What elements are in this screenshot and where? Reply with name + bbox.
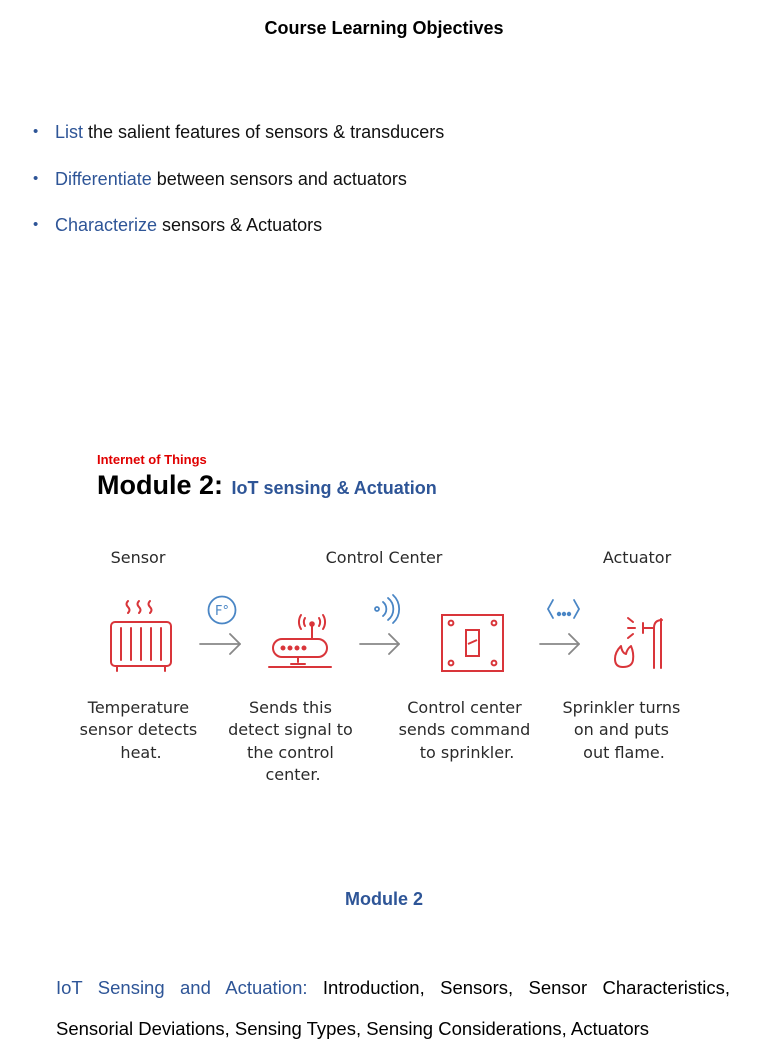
temperature-badge-icon bbox=[209, 597, 236, 624]
caption-line: Sends this bbox=[248, 698, 332, 717]
arrow-icon bbox=[360, 634, 399, 654]
caption-router bbox=[228, 698, 358, 784]
bullet-icon: • bbox=[33, 123, 39, 140]
caption-line: to sprinkler. bbox=[419, 743, 515, 762]
course-tag: Internet of Things bbox=[97, 452, 207, 467]
caption-line: detect signal to bbox=[228, 720, 353, 739]
objectives-list bbox=[33, 118, 444, 258]
page-title: Course Learning Objectives bbox=[264, 18, 504, 38]
caption-line: the control bbox=[247, 743, 334, 762]
module-heading bbox=[97, 470, 437, 501]
temperature-badge-label: F° bbox=[215, 604, 229, 619]
arrow-icon bbox=[200, 634, 240, 654]
module-topic: IoT sensing & Actuation bbox=[231, 478, 437, 498]
module-syllabus bbox=[56, 967, 730, 1049]
sensing-actuation-diagram bbox=[75, 540, 705, 800]
module-section-title: Module 2 bbox=[344, 889, 423, 909]
bullet-icon: • bbox=[33, 216, 39, 233]
caption-line: Sprinkler turns bbox=[562, 698, 681, 717]
caption-line: Control center bbox=[407, 698, 522, 717]
caption-line: Temperature bbox=[87, 698, 190, 717]
sprinkler-icon bbox=[615, 618, 662, 668]
caption-actuator bbox=[563, 698, 686, 762]
wireless-signal-icon bbox=[375, 595, 399, 623]
objective-text: between sensors and actuators bbox=[151, 168, 407, 189]
header-control-center: Control Center bbox=[325, 548, 443, 567]
header-actuator: Actuator bbox=[602, 548, 672, 567]
router-icon bbox=[269, 615, 331, 667]
caption-line: sensor detects bbox=[79, 720, 198, 739]
objective-verb: Characterize bbox=[55, 215, 158, 235]
caption-line: sends command bbox=[398, 720, 531, 739]
module-number: Module 2: bbox=[97, 470, 223, 500]
objective-item bbox=[33, 211, 444, 258]
header-sensor: Sensor bbox=[110, 548, 166, 567]
objective-text: sensors & Actuators bbox=[157, 215, 323, 235]
caption-control-center bbox=[399, 698, 536, 762]
objective-item bbox=[33, 165, 444, 212]
objective-item bbox=[33, 118, 444, 165]
caption-line: out flame. bbox=[583, 743, 665, 762]
caption-line: heat. bbox=[120, 743, 162, 762]
objective-text: the salient features of sensors & transducers bbox=[83, 122, 445, 142]
control-panel-icon bbox=[442, 615, 503, 671]
caption-sensor bbox=[80, 698, 203, 762]
syllabus-lead: IoT Sensing and Actuation: bbox=[56, 977, 308, 998]
heater-icon bbox=[111, 601, 171, 671]
command-signal-icon bbox=[548, 600, 579, 618]
caption-line: on and puts bbox=[573, 720, 670, 739]
bullet-icon: • bbox=[33, 169, 39, 187]
caption-line: center. bbox=[265, 765, 321, 784]
objective-verb: Differentiate bbox=[55, 168, 152, 189]
objective-verb: List bbox=[55, 122, 84, 142]
syllabus-text: Introduction, Sensors, Sensor Characteristics, Sensorial Deviations, Sensing Types, Sensing Considerations, Actuators bbox=[56, 977, 730, 1039]
arrow-icon bbox=[540, 634, 579, 654]
